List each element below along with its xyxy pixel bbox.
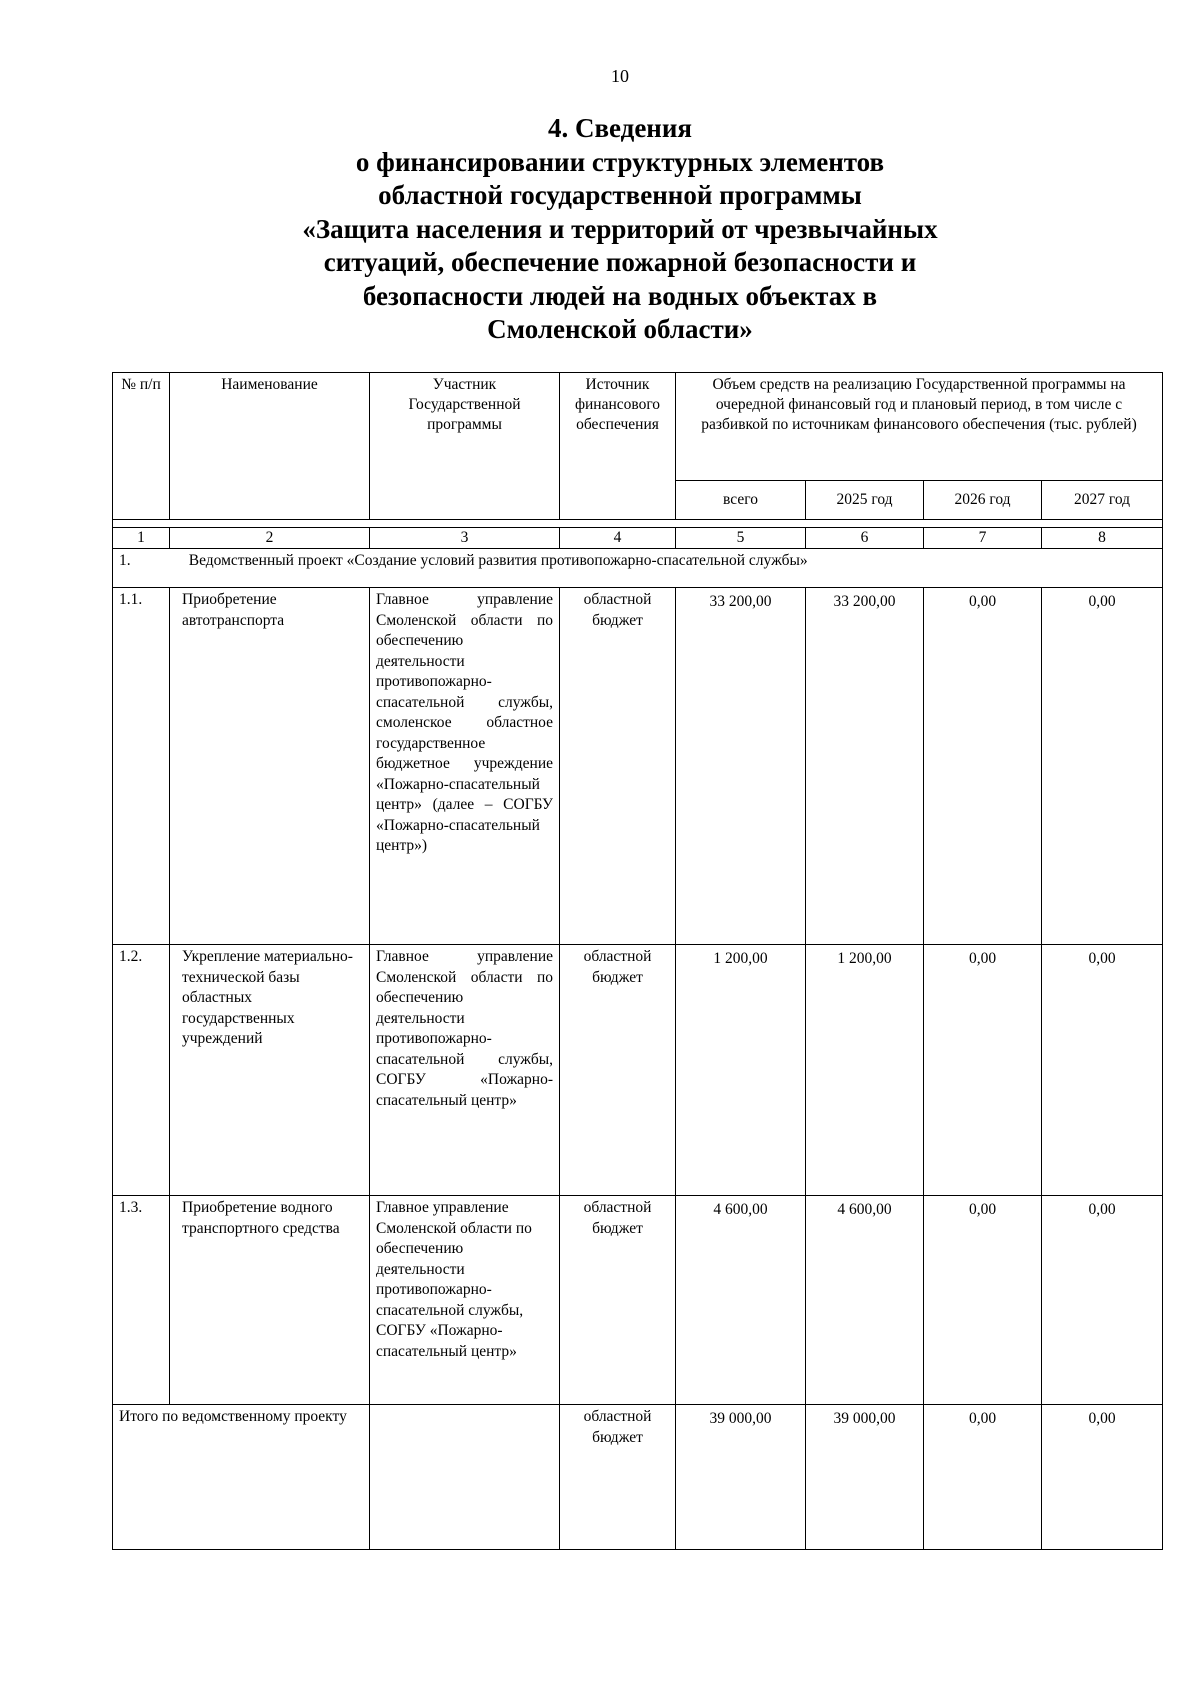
total-total: 39 000,00 [676, 1405, 806, 1550]
project-row [113, 549, 1163, 588]
column-number: 2 [170, 528, 370, 549]
row-2025: 1 200,00 [806, 945, 924, 1196]
row-2027: 0,00 [1042, 945, 1163, 1196]
header-separator [113, 520, 1163, 528]
title-line: Смоленской области» [487, 314, 753, 344]
project-title-cell [113, 549, 1163, 588]
total-2026: 0,00 [924, 1405, 1042, 1550]
title-line: 4. Сведения [547, 113, 693, 143]
row-number: 1.2. [113, 945, 170, 1196]
table-row [113, 1196, 1163, 1405]
separator-cell [113, 520, 1163, 528]
row-number: 1.3. [113, 1196, 170, 1405]
header-2026: 2026 год [924, 481, 1042, 520]
total-2025: 39 000,00 [806, 1405, 924, 1550]
total-row [113, 1405, 1163, 1550]
header-source: Источник финансового обеспечения [560, 373, 676, 520]
project-number: 1. [119, 552, 131, 569]
title-line: «Защита населения и территорий от чрезвычайных [302, 213, 938, 244]
row-source: областной бюджет [560, 588, 676, 945]
total-participant [370, 1405, 560, 1550]
header-2027: 2027 год [1042, 481, 1163, 520]
row-source: областной бюджет [560, 1196, 676, 1405]
column-number: 4 [560, 528, 676, 549]
row-2025: 4 600,00 [806, 1196, 924, 1405]
header-name: Наименование [170, 373, 370, 520]
column-number: 5 [676, 528, 806, 549]
row-source: областной бюджет [560, 945, 676, 1196]
row-participant: Главное управление Смоленской области по обеспечению деятельности противопожарно-спасательной службы, смоленское областное государственное бюджетное учреждение «Пожарно-спасательный центр» (далее – СОГБУ «Пожарно-спасательный центр») [370, 588, 560, 945]
table-header-row [113, 373, 1163, 481]
title-line: безопасности людей на водных объектах в [362, 280, 878, 311]
table-row [113, 588, 1163, 945]
total-label: Итого по ведомственному проекту [113, 1405, 370, 1550]
project-title: Ведомственный проект «Создание условий развития противопожарно-спасательной службы» [188, 552, 808, 569]
row-2025: 33 200,00 [806, 588, 924, 945]
row-2026: 0,00 [924, 945, 1042, 1196]
row-name: Укрепление материально-технической базы областных государственных учреждений [170, 945, 370, 1196]
row-participant: Главное управление Смоленской области по обеспечению деятельности противопожарно-спасательной службы, СОГБУ «Пожарно-спасательный центр» [370, 945, 560, 1196]
row-total: 4 600,00 [676, 1196, 806, 1405]
header-total: всего [676, 481, 806, 520]
page-number: 10 [611, 66, 629, 86]
total-source: областной бюджет [560, 1405, 676, 1550]
document-title [100, 112, 1140, 347]
title-line: о финансировании структурных элементов [355, 146, 885, 177]
row-number: 1.1. [113, 588, 170, 945]
row-participant: Главное управление Смоленской области по обеспечению деятельности противопожарно-спасательной службы, СОГБУ «Пожарно-спасательный центр» [370, 1196, 560, 1405]
table-row [113, 945, 1163, 1196]
row-2026: 0,00 [924, 588, 1042, 945]
column-number: 6 [806, 528, 924, 549]
row-total: 1 200,00 [676, 945, 806, 1196]
header-participant: Участник Государственной программы [370, 373, 560, 520]
column-number: 7 [924, 528, 1042, 549]
header-volume: Объем средств на реализацию Государственной программы на очередной финансовый год и плановый период, в том числе с разбивкой по источникам финансового обеспечения (тыс. рублей) [676, 373, 1163, 481]
header-no: № п/п [113, 373, 170, 520]
financing-table [112, 372, 1163, 1550]
row-name: Приобретение автотранспорта [170, 588, 370, 945]
header-2025: 2025 год [806, 481, 924, 520]
row-total: 33 200,00 [676, 588, 806, 945]
row-2027: 0,00 [1042, 588, 1163, 945]
row-2026: 0,00 [924, 1196, 1042, 1405]
column-number: 1 [113, 528, 170, 549]
row-name: Приобретение водного транспортного средства [170, 1196, 370, 1405]
title-line: областной государственной программы [378, 180, 862, 210]
title-line: ситуаций, обеспечение пожарной безопасности и [323, 247, 917, 277]
column-number-row [113, 528, 1163, 549]
row-2027: 0,00 [1042, 1196, 1163, 1405]
total-2027: 0,00 [1042, 1405, 1163, 1550]
column-number: 8 [1042, 528, 1163, 549]
column-number: 3 [370, 528, 560, 549]
